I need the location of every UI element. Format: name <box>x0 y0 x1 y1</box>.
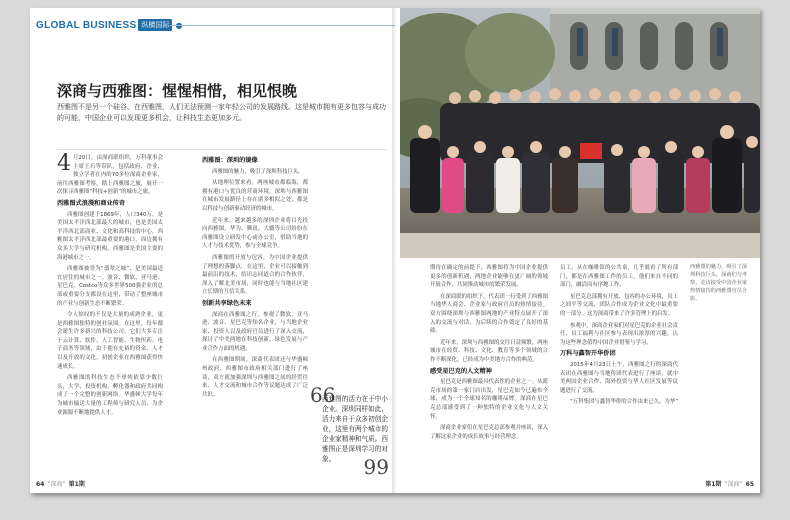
photo-caption: 西雅图的魅力，吸引了深圳科技巨头。深商们与考察、走访接受中国企业家热情接待的西雅图官员合影。 <box>690 264 748 302</box>
footer-brand-right: “深商” <box>724 481 743 488</box>
paragraph: 近年来，深圳与西雅图的交往日益频繁，两座城市在经贸、科技、文化、教育等多个领域的合作不断深化，已经成为中美地方合作的典范。 <box>430 339 548 363</box>
paragraph: 在西雅图期间，深商代表团还与华盛顿州政府、西雅图市政府相关部门进行了座谈，双方就加强深圳与西雅图之间的经贸往来、人才交流和城市合作等议题达成了广泛共识。 <box>202 357 308 398</box>
article-intro: 西雅图不是另一个硅谷。在西雅图，人们无法预测一家年轻公司的发展路线。这是城市拥有更多包容与成功的可能，中国企业可以发现更多机会，让科技生态更加多元。 <box>57 103 386 122</box>
pull-quote <box>310 383 395 479</box>
page-gutter <box>392 8 400 493</box>
page-number-left: 64 <box>36 481 45 488</box>
group-photo <box>400 8 760 258</box>
paragraph: 深商在西雅图之行，参观了微软、亚马逊、波音、星巴克等知名企业，与当地企业家、投资人以及政府官员进行了深入交流，探讨了中美两地在科技创新、绿色发展与产业合作方面的机遇。 <box>202 311 308 352</box>
footer-issue-left: 第1期 <box>68 481 85 488</box>
group-photo-illustration <box>400 8 760 258</box>
header-rule <box>170 25 395 26</box>
footer-right <box>705 479 754 488</box>
paragraph: 2015年4月23日上午，西雅图之行的深商代表团在西雅图与当地侨团代表进行了座谈，就中美两国企业合作、海外投资与华人社区发展等议题进行了交流。 <box>560 361 678 394</box>
paragraph: 西雅图被誉为“翡翠之城”，是美国最适宜居住的城市之一。波音、微软、亚马逊、星巴克、Costco等众多世界500强企业的总部或重要分支都设在这里，带动了整座城市的产业与创新生态不断繁荣。 <box>57 266 163 307</box>
paragraph: 从地理位置来看，两座城市都临海，都拥有港口与优良的营商环境。深圳与西雅图在城市发展路径上存在诸多相似之处，都是以科技与创新驱动经济的城市。 <box>202 180 308 212</box>
subheading: 万科与鑫智开华侨团 <box>560 350 616 358</box>
paragraph: “万科集团与鑫智华侨的合作由来已久，为华” <box>570 399 679 406</box>
footer-brand-left: “深商” <box>47 481 66 488</box>
section-header <box>36 18 182 32</box>
paragraph: 4 月20日，由深商联组织，万科董事会主席王石等带队，包括政府、企业、独立学者在内的70多位深商企业家，前往西雅图考察，踏上西雅图之旅，展开一次探寻西雅图“科技+创新”的城市之旅。 <box>57 151 163 196</box>
article-title: 深商与西雅图：惺惺相惜，相见恨晚 <box>57 82 298 100</box>
text-column-3 <box>430 264 548 444</box>
magazine-spread <box>30 8 760 493</box>
subheading: 西雅图：深圳的镜像 <box>202 157 258 164</box>
subheading: 创新共享绿色未来 <box>202 299 252 307</box>
paragraph: 西雅图创建于1869年，人口340万，是美国太平洋西北部最大的城市，也是美国太平洋西北部商业、文化和高科技的中心。西雅图太平洋西北部最重要的港口，周边拥有众多大学与研究机构，西雅图是美国主要的海港城市之一。 <box>57 211 163 261</box>
intro-divider <box>57 149 387 150</box>
subheading: 感受星巴克的人文精神 <box>430 367 492 375</box>
footer-issue-right: 第1期 <box>705 481 722 488</box>
paragraph: 参观中，深商企业家们对星巴克的企业社会责任、员工福利与社区参与表现出浓厚的兴趣，认为这些理念值得中国企业借鉴与学习。 <box>560 322 678 346</box>
paragraph: 西雅图的魅力，吸引了深圳科技巨头。 <box>212 168 304 175</box>
footer-left <box>36 479 85 488</box>
paragraph: 西雅图的科技生态不单纯依靠少数巨头，大学、投资机构、孵化器和政府共同构成了一个完整的创新网络。华盛顿大学每年为城市输送大量的工程师与研究人员，为企业源源不断地提供人才。 <box>57 375 163 416</box>
text-column-2 <box>202 154 308 402</box>
paragraph: 期待在确定的前提下，西雅图将为中国企业提供更多的创新机遇，两地企业能够在更广阔的领域开展合作，共同推动城市的繁荣发展。 <box>430 265 548 289</box>
paragraph: 星巴克总部拥有开放、包容的办公环境，员工之间平等交流，团队合作成为企业文化中最重要的一部分。这为深商带来了许多管理上的启发。 <box>560 293 678 317</box>
paragraph: 令人惊叹的不仅是大量的成熟企业，更是西雅图独特的创业氛围。在这里，每年都会诞生许多新兴的科技公司，它们大多专注于云计算、软件、人工智能、生物医药、电子商务等领域，由于拥有充裕的资金、人才以及开放的文化，初创企业在西雅图获得快速成长。 <box>57 312 163 370</box>
paragraph: 深商企业家们在星巴克总部参观并座谈，深入了解这家企业的成长故事与经营理念。 <box>430 425 548 440</box>
close-quote-icon: 99 <box>363 455 389 479</box>
paragraph: 在深商联的组织下，代表团一行受到了西雅图当地华人商会、企业家与政府官员的热情接待。双方围绕深圳与西雅图两地的产业特点展开了深入的交流与对话，为后续的合作奠定了良好的基础。 <box>430 293 548 335</box>
open-quote-icon: 66 <box>310 383 336 407</box>
drop-cap: 4 <box>57 151 71 176</box>
paragraph: 西雅图的开放与包容，为中国企业提供了理想的落脚点。在这里，企业可以接触到最前沿的技术，结识志同道合的合作伙伴，深入了解北美市场，同时也能与当地社区建立长期的互信关系。 <box>202 254 308 296</box>
subheading: 西雅图式浪漫和商业传奇 <box>57 199 126 207</box>
paragraph: 星巴克是西雅图最具代表性的企业之一。从派克市场的第一家门店出发，星巴克如今已遍布全球，成为一个全球知名的咖啡品牌。深商在星巴克总部感受到了一种独特的企业文化与人文关怀。 <box>430 379 548 420</box>
paragraph: 员工，从在咖啡馆的公共桌，几乎就看了所有部门，都是在西雅图工作的员工，他们来自不同的部门，融洽而有序地工作。 <box>560 265 678 289</box>
paragraph: 近年来，越来越多的深圳企业将目光投向西雅图，华为、腾讯、大疆等公司纷纷在西雅图设立研发中心或办公室，借助当地的人才与技术优势，参与全球竞争。 <box>202 217 308 250</box>
section-subtitle-badge: 纵横国际 <box>138 19 172 31</box>
section-title: GLOBAL BUSINESS <box>36 19 137 31</box>
page-number-right: 65 <box>745 481 754 488</box>
text-column-1 <box>57 151 163 420</box>
text-column-4 <box>560 264 678 410</box>
pull-quote-text: 西雅图的活力在于中小企业。深圳同样如此，活力来自于众多初创企业，这里有两个城市的企业家精神和气质。西雅图正是深圳学习的对象。 <box>322 395 388 463</box>
